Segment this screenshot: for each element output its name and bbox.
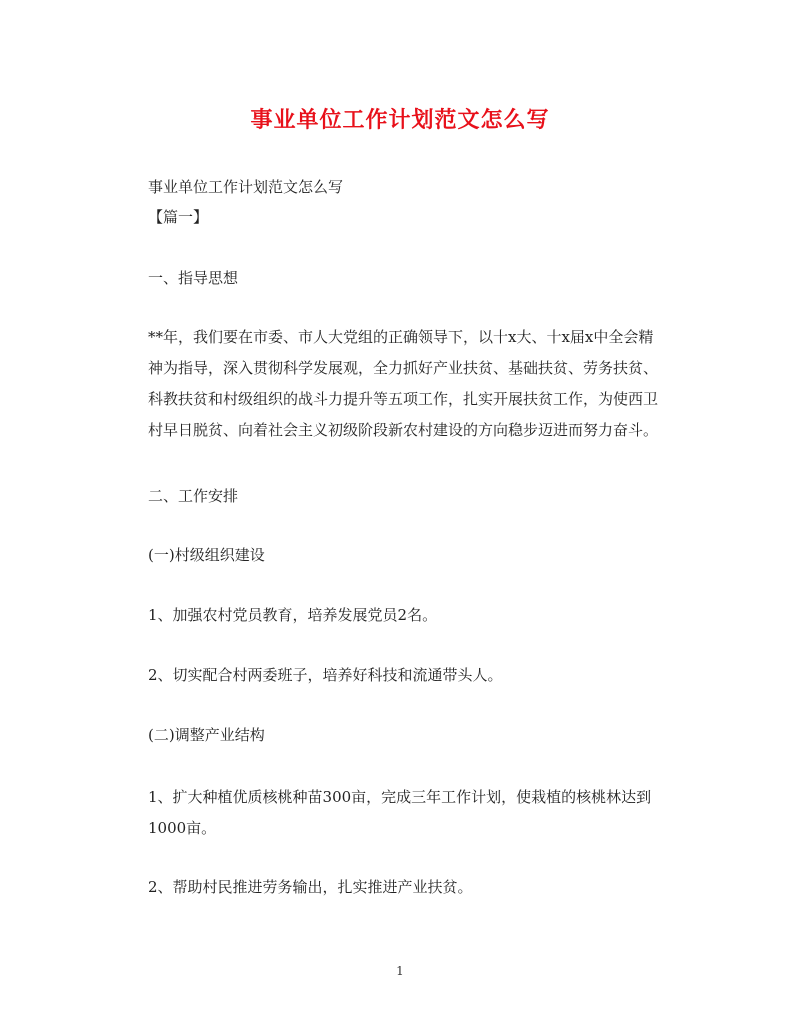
page-number: 1 bbox=[396, 964, 404, 978]
document-title: 事业单位工作计划范文怎么写 bbox=[250, 107, 550, 133]
sub-heading-industry-structure: (二)调整产业结构 bbox=[148, 726, 265, 744]
section-label: 【篇一】 bbox=[148, 208, 209, 226]
list-item-walnut-planting: 1、扩大种植优质核桃种苗300亩，完成三年工作计划，使栽植的核桃林达到1000亩。 bbox=[148, 788, 652, 837]
document-subtitle: 事业单位工作计划范文怎么写 bbox=[148, 178, 344, 196]
heading-work-arrangement: 二、工作安排 bbox=[148, 487, 239, 505]
list-item-leaders: 2、切实配合村两委班子，培养好科技和流通带头人。 bbox=[148, 666, 503, 684]
paragraph-guiding-thought: **年，我们要在市委、市人大党组的正确领导下，以十x大、十x届x中全会精神为指导，深入贯彻科学发展观，全力抓好产业扶贫、基础扶贫、劳务扶贫、科教扶贫和村级组织的战斗力提升等五项工作，扎实开展扶贫工作，为使西卫村早日脱贫、向着社会主义初级阶段新农村建设的方向稳步迈进而努力奋斗。 bbox=[148, 328, 659, 439]
list-item-party-education: 1、加强农村党员教育，培养发展党员2名。 bbox=[148, 606, 438, 624]
heading-guiding-thought: 一、指导思想 bbox=[148, 269, 239, 287]
list-item-labor-export: 2、帮助村民推进劳务输出，扎实推进产业扶贫。 bbox=[148, 878, 473, 896]
sub-heading-village-organization: (一)村级组织建设 bbox=[148, 546, 265, 564]
